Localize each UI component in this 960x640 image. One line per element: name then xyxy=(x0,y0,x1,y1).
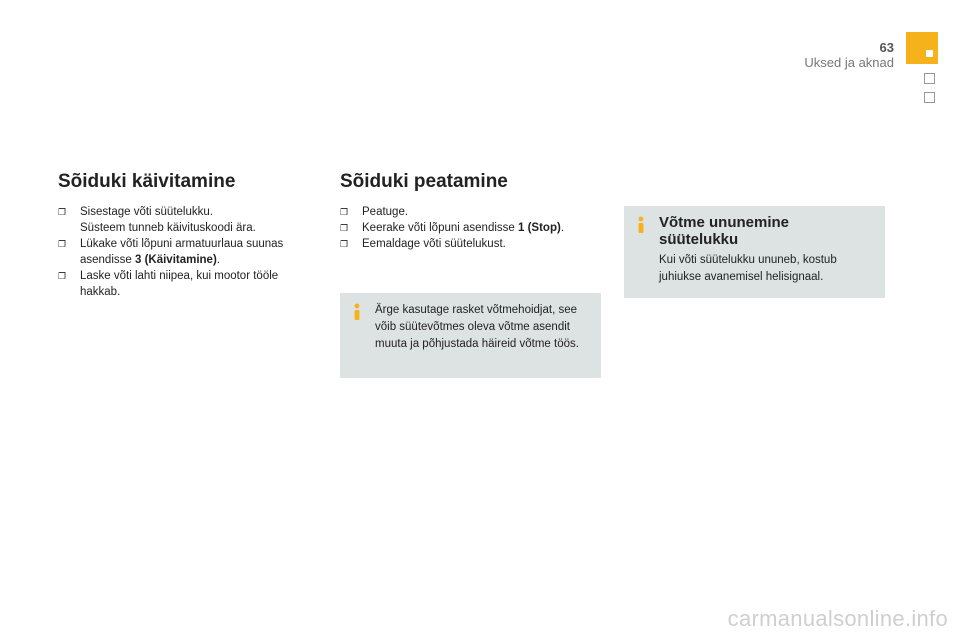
page-number: 63 xyxy=(879,40,894,55)
bullet-icon: ❐ xyxy=(340,223,349,233)
list-item xyxy=(340,220,610,236)
note-line: juhiukse avanemisel helisignaal. xyxy=(659,271,824,283)
step-text: . xyxy=(216,254,220,266)
note-line: võib süütevõtmes oleva võtme asendit xyxy=(375,321,570,333)
step-text: hakkab. xyxy=(80,286,121,298)
step-text: . xyxy=(560,222,565,234)
list-item xyxy=(340,204,610,220)
start-section-title: Sõiduki käivitamine xyxy=(58,171,236,192)
step-text: Sisestage võti süütelukku. xyxy=(80,206,213,218)
bullet-icon: ❐ xyxy=(58,207,67,217)
start-steps-list xyxy=(58,204,318,300)
stop-section-title: Sõiduki peatamine xyxy=(340,171,508,192)
note-text xyxy=(659,252,881,286)
key-left-in-ignition-note xyxy=(624,206,885,298)
bullet-icon: ❐ xyxy=(58,239,67,249)
note-line: muuta ja põhjustada häireid võtme töös. xyxy=(375,338,579,350)
bullet-icon: ❐ xyxy=(340,207,349,217)
list-item xyxy=(58,236,318,268)
list-item xyxy=(58,268,318,300)
step-text: Eemaldage võti süütelukust. xyxy=(362,238,506,250)
section-title: Uksed ja aknad xyxy=(804,55,894,70)
step-text: Peatuge. xyxy=(362,206,409,218)
stop-steps-list xyxy=(340,204,610,252)
info-icon xyxy=(634,216,648,234)
bullet-icon: ❐ xyxy=(58,271,67,281)
tab-marker-square xyxy=(926,50,933,57)
note-text xyxy=(375,302,597,353)
step-text: Süsteem tunneb käivituskoodi ära. xyxy=(80,222,256,234)
note-line: Ärge kasutage rasket võtmehoidjat, see xyxy=(375,304,578,316)
chapter-tab-marker xyxy=(906,32,938,64)
note-title-line: Võtme ununemine xyxy=(659,214,790,231)
info-icon xyxy=(350,303,364,321)
bullet-icon: ❐ xyxy=(340,239,349,249)
note-line: Kui võti süütelukku ununeb, kostub xyxy=(659,254,837,266)
list-item xyxy=(340,236,610,252)
step-bold-text: 3 (Käivitamine) xyxy=(134,254,217,266)
step-text: Keerake võti lõpuni asendisse xyxy=(362,222,518,234)
keyring-warning-note xyxy=(340,293,601,378)
step-text: asendisse xyxy=(80,254,135,266)
note-title xyxy=(659,214,881,248)
note-title-line: süütelukku xyxy=(659,231,739,248)
watermark: carmanualsonline.info xyxy=(727,606,948,631)
step-text: Lükake võti lõpuni armatuurlaua suunas xyxy=(80,238,284,250)
list-item xyxy=(58,204,318,236)
chapter-tab-box xyxy=(924,92,935,103)
chapter-tab-box xyxy=(924,73,935,84)
step-text: Laske võti lahti niipea, kui mootor tööle xyxy=(80,270,279,282)
step-bold-text: 1 (Stop) xyxy=(518,222,561,234)
